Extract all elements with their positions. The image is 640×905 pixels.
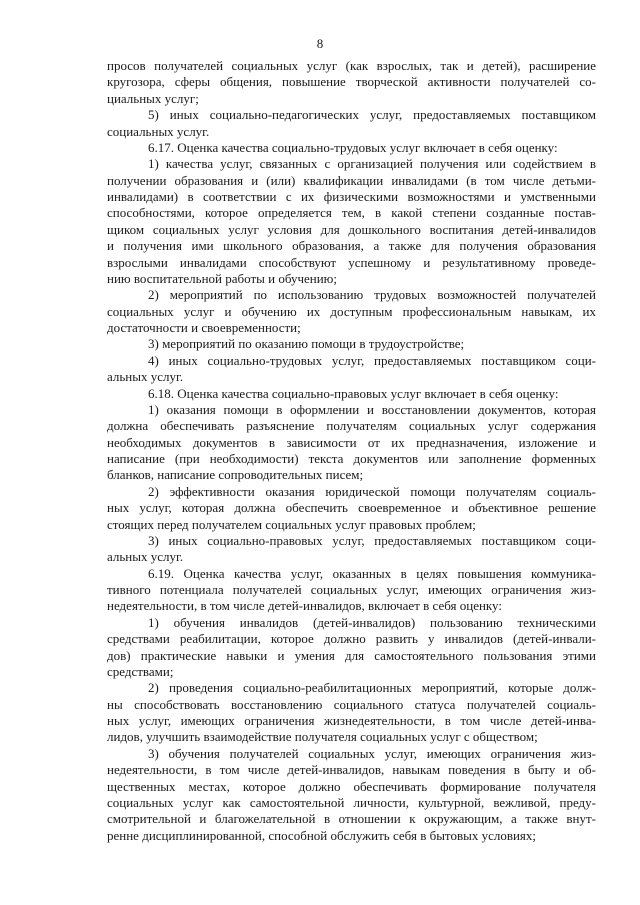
text-line: нию воспитательной работы и обучению; (107, 270, 337, 286)
text-line: просов получателей социальных услуг (как взрослых, так и детей), расширение (107, 58, 596, 73)
text-line: стоящих перед получателем социальных услуг правовых проблем; (107, 516, 476, 532)
paragraph (107, 156, 596, 287)
text-line: ны способствовать восстановлению социального статуса получателей социаль- (107, 696, 596, 712)
paragraph (107, 615, 596, 681)
text-line: 6.18. Оценка качества социально-правовых услуг включает в себя оценку: (148, 385, 559, 401)
paragraph (107, 353, 596, 386)
text-line: 3) мероприятий по оказанию помощи в трудоустройстве; (148, 336, 465, 352)
text-line: должна обеспечивать разъяснение получателям социальных услуг содержания (107, 418, 596, 434)
text-line: 4) иных социально-трудовых услуг, предоставляемых поставщиком соци- (148, 352, 596, 368)
text-line: 3) обучения получателей социальных услуг, имеющих ограничения жиз- (148, 745, 596, 761)
text-line: кругозора, сферы общения, повышение творческой активности получателей со- (107, 74, 596, 90)
text-line: щиком социальных услуг условия для дошкольного воспитания детей-инвалидов (107, 221, 596, 237)
page-number: 8 (316, 36, 324, 51)
text-line: получении образования и (или) квалификации инвалидами (в том числе детьми- (107, 172, 596, 188)
text-line: средствами; (107, 663, 174, 679)
text-line: недеятельности, в том числе детей-инвалидов, включает в себя оценку: (107, 598, 502, 614)
paragraph (107, 386, 596, 402)
text-line: альных услуг. (107, 549, 184, 565)
text-line: необходимых документов в зависимости от их предназначения, изложение и (107, 434, 596, 450)
text-line: 2) мероприятий по использованию трудовых возможностей получателей (148, 287, 596, 303)
text-line: 1) качества услуг, связанных с организацией получения или содействием в (148, 156, 596, 172)
paragraph (107, 336, 596, 352)
text-line: недеятельности, в том числе детей-инвалидов, навыкам поведения в быту и об- (107, 762, 596, 778)
text-line: социальных услуг. (107, 123, 210, 139)
text-line: написание (при необходимости) текста документов или заполнение форменных (107, 451, 596, 466)
text-line: ных услуг, имеющих ограничения жизнедеятельности, в том числе детей-инва- (107, 713, 596, 728)
text-line: 1) оказания помощи в оформлении и восстановлении документов, которая (148, 401, 596, 417)
text-line: 1) обучения инвалидов (детей-инвалидов) пользованию техническими (148, 614, 596, 630)
text-line: достаточности и своевременности; (107, 320, 301, 335)
paragraph (107, 533, 596, 566)
text-line: 5) иных социально-педагогических услуг, предоставляемых поставщиком (148, 107, 596, 123)
text-line: щественных местах, которое должно обеспечивать формирование получателя (107, 778, 596, 794)
text-line: смотрительной и благожелательной в отношении к окружающим, а также внут- (107, 811, 596, 827)
text-line: лидов, улучшить взаимодействие получателя социальных услуг с обществом; (107, 729, 538, 745)
paragraph (107, 484, 596, 533)
paragraph (107, 402, 596, 484)
text-line: циальных услуг; (107, 90, 199, 106)
paragraph (107, 680, 596, 746)
text-line: бланков, написание сопроводительных писем; (107, 467, 364, 483)
text-line: тивного потенциала получателей социальных услуг, имеющих ограничения жиз- (107, 582, 596, 597)
paragraph (107, 58, 596, 107)
text-line: дов) практические навыки и умения для самостоятельного пользования этими (107, 647, 596, 663)
text-line: ренне дисциплинированной, способной обслужить себя в бытовых условиях; (107, 827, 537, 843)
text-line: 6.17. Оценка качества социально-трудовых услуг включает в себя оценку: (148, 139, 558, 155)
text-line: средствами реабилитации, которое должно развить у инвалидов (детей-инвали- (107, 631, 596, 647)
paragraph (107, 140, 596, 156)
text-line: способностями, которое определяется тем, в какой степени созданные постав- (107, 205, 596, 221)
text-line: 3) иных социально-правовых услуг, предоставляемых поставщиком соци- (148, 532, 596, 548)
text-line: 2) эффективности оказания юридической помощи получателям социаль- (148, 483, 596, 499)
paragraph (107, 566, 596, 615)
document-body (107, 58, 596, 844)
text-line: 2) проведения социально-реабилитационных мероприятий, которые долж- (148, 680, 596, 696)
text-line: 6.19. Оценка качества услуг, оказанных в целях повышения коммуника- (148, 565, 596, 581)
text-line: альных услуг. (107, 369, 184, 385)
paragraph (107, 746, 596, 844)
text-line: и получения ими школьного образования, а также для получения образования (107, 238, 596, 254)
text-line: социальных услуг и обучению их доступным профессиональным навыкам, их (107, 303, 596, 319)
text-line: инвалидами) в соответствии с их физическими возможностями и умственными (107, 189, 596, 204)
text-line: ных услуг, которая должна обеспечить своевременное и объективное решение (107, 500, 596, 516)
text-line: социальных услуг как самостоятельной личности, культурной, вежливой, преду- (107, 794, 596, 810)
text-line: взрослыми инвалидами способствуют успешному и результативному проведе- (107, 254, 596, 270)
paragraph (107, 107, 596, 140)
paragraph (107, 287, 596, 336)
